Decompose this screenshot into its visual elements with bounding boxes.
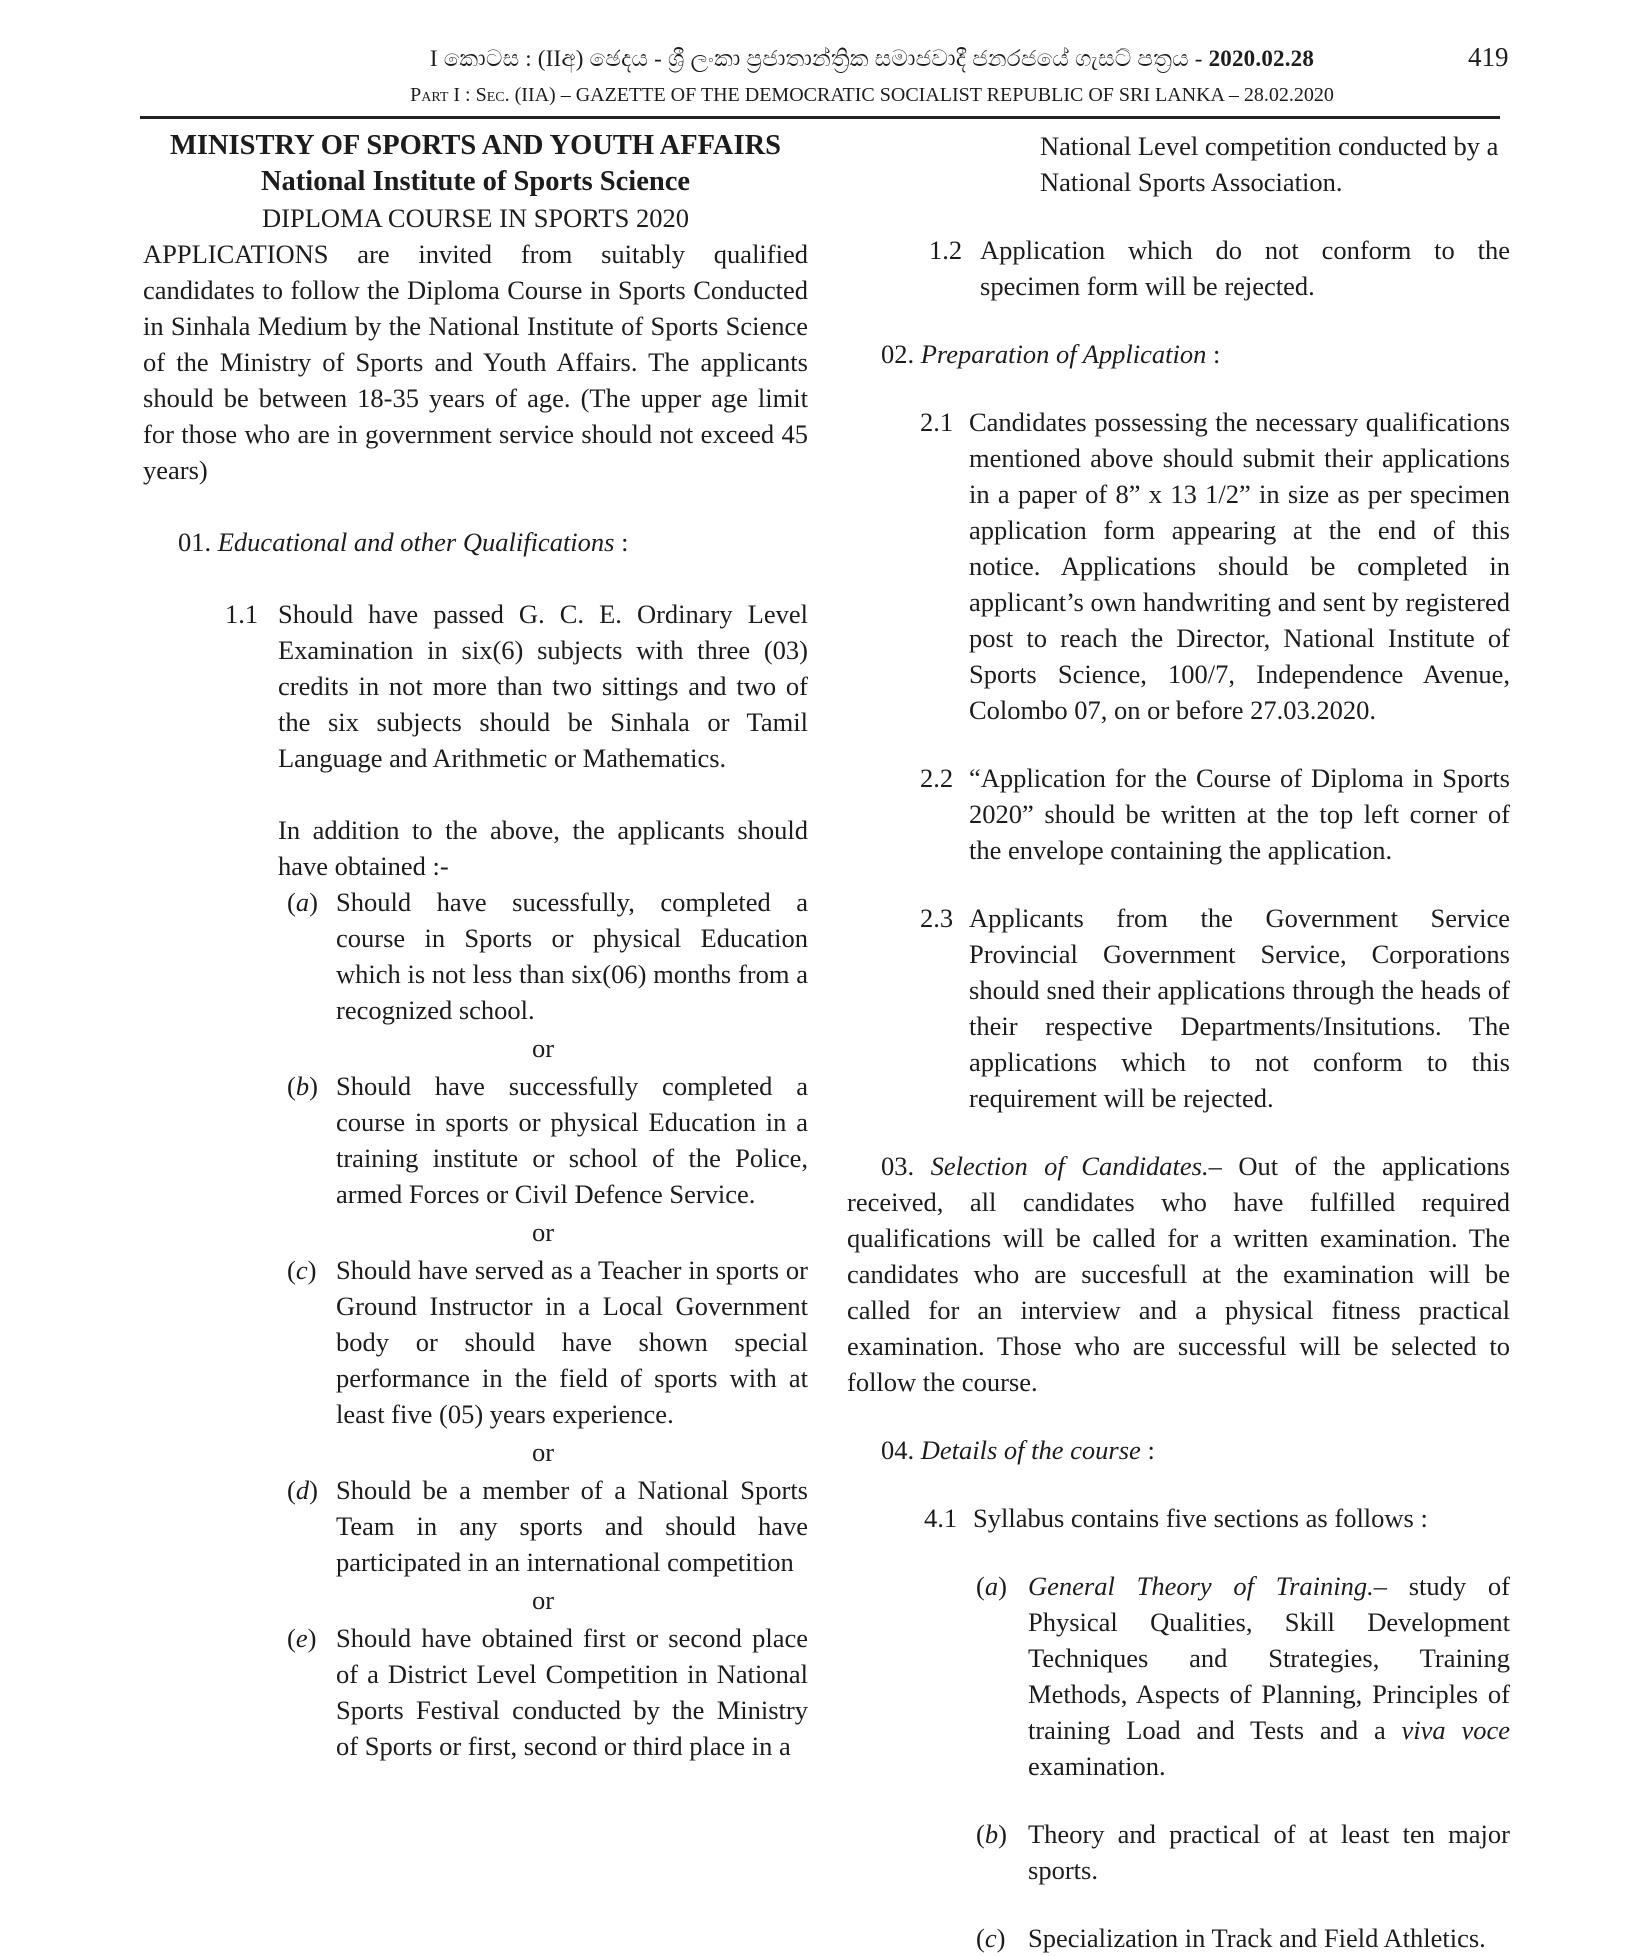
- section-03-title: Selection of Candidates.: [930, 1151, 1209, 1181]
- left-column: [143, 128, 808, 1764]
- syllabus-a-viva: viva voce: [1401, 1715, 1510, 1745]
- or-separator: or: [531, 1437, 555, 1467]
- option-b: [143, 1068, 808, 1212]
- option-b-text: Should have successfully completed a course in sports or physical Education in a training institute or school of the Police, armed Forces or Civil Defence Service.: [336, 1071, 808, 1209]
- item-1-1: [143, 596, 808, 776]
- item-4-1-text: Syllabus contains five sections as follows :: [973, 1503, 1428, 1533]
- item-1-2: [847, 232, 1510, 304]
- option-e-text: Should have obtained first or second place of a District Level Competition in National Sports Festival conducted by the Ministry of Sports or first, second or third place in a: [336, 1623, 808, 1761]
- option-c-label: (c): [287, 1255, 317, 1285]
- item-2-2: [847, 760, 1510, 868]
- option-d-text: Should be a member of a National Sports Team in any sports and should have participated in an international competition: [336, 1475, 808, 1577]
- syllabus-a: [847, 1568, 1510, 1784]
- gazette-header-english: Part I : Sec. (IIA) – GAZETTE OF THE DEMOCRATIC SOCIALIST REPUBLIC OF SRI LANKA – 28.02.2020: [410, 84, 1334, 106]
- option-b-label: (b): [287, 1071, 318, 1101]
- item-1-1-number: 1.1: [225, 599, 259, 629]
- item-2-3-number: 2.3: [920, 903, 954, 933]
- option-c: [143, 1252, 808, 1432]
- section-03-paragraph: [847, 1148, 1510, 1400]
- syllabus-a-title: General Theory of Training.: [1028, 1571, 1374, 1601]
- syllabus-a-text: General Theory of Training.– study of Physical Qualities, Skill Development Techniques and Strategies, Training Methods, Aspects of Planning, Principles of training Load and Tests and a viva voce examination.: [1028, 1571, 1510, 1781]
- item-2-3: [847, 900, 1510, 1116]
- syllabus-c-text: Specialization in Track and Field Athletics.: [1028, 1923, 1486, 1953]
- ministry-heading: MINISTRY OF SPORTS AND YOUTH AFFAIRS: [169, 130, 782, 161]
- section-04-heading: [847, 1432, 1510, 1468]
- item-2-1: [847, 404, 1510, 728]
- section-01-colon: :: [614, 527, 629, 557]
- section-04-number: 04.: [881, 1435, 915, 1465]
- section-02-number: 02.: [881, 339, 915, 369]
- syllabus-c: [847, 1920, 1510, 1956]
- section-04-title: Details of the course: [920, 1435, 1141, 1465]
- item-2-1-text: Candidates possessing the necessary qualifications mentioned above should submit their applications in a paper of 8” x 13 1/2” in size as per specimen application form appearing at the end of this notice. Applications should be completed in applicant’s own handwriting and sent by registered post to reach the Director, National Institute of Sports Science, 100/7, Independence Avenue, Colombo 07, on or before 27.03.2020.: [969, 407, 1510, 725]
- header-date: 2020.02.28: [1208, 46, 1315, 71]
- option-d: [143, 1472, 808, 1580]
- syllabus-a-label: (a): [976, 1571, 1007, 1601]
- syllabus-b-text: Theory and practical of at least ten major sports.: [1028, 1819, 1510, 1885]
- header-rule: [140, 116, 1500, 119]
- syllabus-b: [847, 1816, 1510, 1888]
- section-01-title: Educational and other Qualifications: [217, 527, 615, 557]
- institute-heading: National Institute of Sports Science: [260, 166, 691, 197]
- header-sinhala-text: I කොටස : (IIඅ) ඡෙදය - ශ්‍රී ලංකා ප්‍රජාතාන්ත්‍රික සමාජවාදී ජනරජයේ ගැසට් පත්‍රය -: [429, 46, 1209, 71]
- option-a: [143, 884, 808, 1028]
- option-a-label: (a): [287, 887, 318, 917]
- item-2-2-number: 2.2: [920, 763, 954, 793]
- addition-text: In addition to the above, the applicants should have obtained :-: [278, 815, 808, 881]
- item-4-1-number: 4.1: [924, 1503, 958, 1533]
- course-title: DIPLOMA COURSE IN SPORTS 2020: [262, 203, 689, 233]
- page-number: 419: [1468, 42, 1509, 72]
- section-02-title: Preparation of Application: [920, 339, 1207, 369]
- syllabus-b-label: (b): [976, 1819, 1007, 1849]
- section-04-colon: :: [1140, 1435, 1155, 1465]
- section-02-colon: :: [1206, 339, 1221, 369]
- syllabus-c-label: (c): [976, 1923, 1006, 1953]
- section-01-heading: [143, 524, 808, 560]
- item-2-1-number: 2.1: [920, 407, 954, 437]
- gazette-header-sinhala: [332, 46, 1412, 72]
- option-a-text: Should have sucessfully, completed a course in Sports or physical Education which is not less than six(06) months from a recognized school.: [336, 887, 808, 1025]
- section-02-heading: [847, 336, 1510, 372]
- or-separator: or: [531, 1585, 555, 1615]
- item-2-2-text: “Application for the Course of Diploma in Sports 2020” should be written at the top left corner of the envelope containing the application.: [969, 763, 1510, 865]
- item-1-1-text: Should have passed G. C. E. Ordinary Level Examination in six(6) subjects with three (03) credits in not more than two sittings and two of the six subjects should be Sinhala or Tamil Language and Arithmetic or Mathematics.: [278, 599, 808, 773]
- option-e-label: (e): [287, 1623, 317, 1653]
- option-e: [143, 1620, 808, 1764]
- item-1-2-text: Application which do not conform to the specimen form will be rejected.: [980, 235, 1510, 301]
- section-01-number: 01.: [178, 527, 212, 557]
- option-d-label: (d): [287, 1475, 318, 1505]
- section-03-number: 03.: [881, 1151, 915, 1181]
- item-4-1: [847, 1500, 1510, 1536]
- item-1-2-number: 1.2: [929, 235, 963, 265]
- or-separator: or: [531, 1033, 555, 1063]
- intro-paragraph: APPLICATIONS are invited from suitably qualified candidates to follow the Diploma Course in Sports Conducted in Sinhala Medium by the National Institute of Sports Science of the Ministry of Sports and Youth Affairs. The applicants should be between 18-35 years of age. (The upper age limit for those who are in government service should not exceed 45 years): [143, 239, 808, 485]
- or-separator: or: [531, 1217, 555, 1247]
- option-e-continuation: National Level competition conducted by a National Sports Association.: [1040, 131, 1499, 197]
- option-c-text: Should have served as a Teacher in sports or Ground Instructor in a Local Government body or should have shown special performance in the field of sports with at least five (05) years experience.: [336, 1255, 808, 1429]
- item-2-3-text: Applicants from the Government Service Provincial Government Service, Corporations should sned their applications through the heads of their respective Departments/Insitutions. The applications which to not conform to this requirement will be rejected.: [969, 903, 1510, 1113]
- section-03-text: – Out of the applications received, all candidates who have fulfilled required qualifications will be called for a written examination. The candidates who are succesfull at the examination will be called for an interview and a physical fitness practical examination. Those who are successful will be selected to follow the course.: [847, 1151, 1510, 1397]
- right-column: [847, 128, 1510, 1956]
